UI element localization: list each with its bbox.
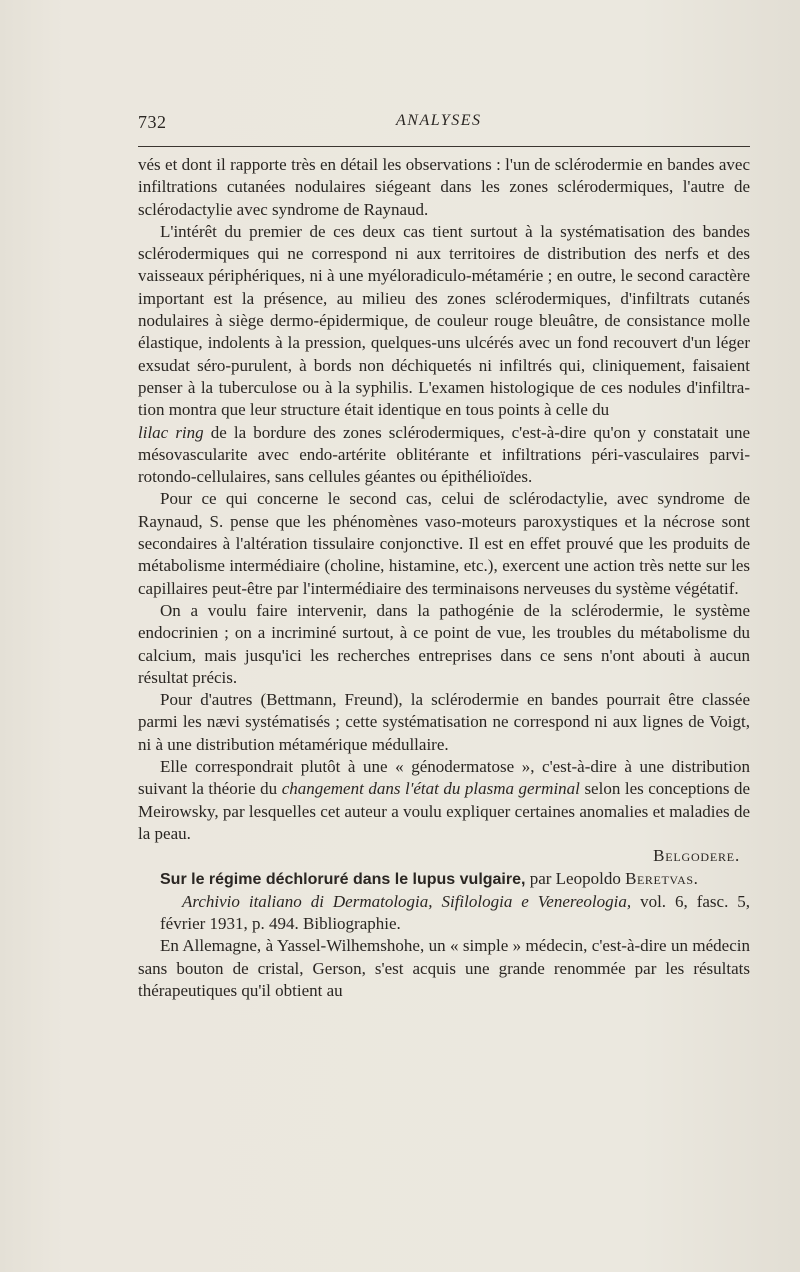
paragraph-3: Pour ce qui concerne le second cas, celui de sclérodactylie, avec syndrome de Raynaud, S. pense que les phénomènes vaso-moteurs paroxystiques et la nécrose sont secondaires à l'altération tissulaire conjonctive. Il est en effet prouvé que les produits de métabolisme intermédiaire (choline, histamine, etc.), exercent une action très nette sur les capillaires peut-être par l'intermédiaire des terminaisons nerveuses du système végétatif. — [138, 489, 750, 598]
article-author: Beretvas. — [625, 868, 699, 888]
paragraph-5: Pour d'autres (Bettmann, Freund), la sclérodermie en bandes pourrait être classée parmi les nævi systématisés ; cette systématisation ne correspond ni aux lignes de Voigt, ni à une distribution métamérique médullaire. — [138, 690, 750, 754]
paragraph-2: L'intérêt du premier de ces deux cas tient surtout à la systématisation des bandes sclérodermiques qui ne correspond ni aux territoires de distribution des nerfs et des vaisseaux périphériques, ni à une myéloradiculo-métamérie ; en outre, le second caractère important est la présence, au milieu des zones sclérodermiques, d'infiltrats cutanés nodulaires à siège dermo-épidermique, de couleur rouge bleuâtre, de consistance molle élastique, indolents à la pression, quelques-uns ulcérés avec un fond recouvert d'un léger exsudat séro-purulent, à bords non déchiquetés ni infiltrés qui, cliniquement, faisaient penser à la tuberculose ou à la syphilis. L'examen histologique de ces nodules d'infiltration montra que leur structure était identique en tous points à celle du — [138, 221, 750, 420]
paragraph-6 — [138, 756, 750, 845]
page-number: 732 — [138, 112, 167, 132]
article-heading — [138, 868, 750, 891]
paragraph-4: On a voulu faire intervenir, dans la pathogénie de la sclérodermie, le système endocrinien ; on a incriminé surtout, à ce point de vue, les troubles du métabolisme du calcium, mais jusqu'ici les recherches entreprises dans ce sens n'ont abouti à aucun résultat précis. — [138, 600, 750, 687]
paragraph-2-continued — [138, 422, 750, 489]
journal-details: vol. 6, fasc. 5, février 1931, p. 494. Bibliographie. — [160, 891, 751, 934]
italic-lilac-ring: lilac ring — [138, 422, 204, 442]
running-title: ANALYSES — [396, 112, 482, 129]
body-text — [138, 154, 750, 1002]
paragraph-6-start: Elle correspondrait plutôt à une « génodermatose », c'est-à-dire à une distribution suivant la théorie du — [138, 757, 750, 799]
article-title: Sur le régime déchloruré dans le lupus vulgaire, — [160, 870, 526, 888]
signature: Belgodere. — [653, 846, 740, 866]
paragraph-2-rest: de la bordure des zones sclérodermiques, c'est-à-dire qu'on y constatait une mésovascularite avec endo-artérite oblitérante et infiltrations péri-vasculaires parvi-rotondo-cellulaires, sans cellules géantes ou épithélioïdes. — [138, 422, 751, 487]
page-header — [138, 112, 750, 138]
header-rule — [138, 146, 750, 147]
italic-changement: changement dans l'état du plasma germinal — [281, 779, 580, 799]
journal-name: Archivio italiano di Dermatologia, Sifilologia e Venereologia, — [182, 891, 632, 911]
article-intro: En Allemagne, à Yassel-Wilhemshohe, un « simple » médecin, c'est-à-dire un médecin sans bouton de cristal, Gerson, s'est acquis une grande renommée par les résultats thérapeutiques qu'il obtient au — [138, 936, 750, 1000]
article-reference — [138, 891, 750, 936]
paragraph-6-end: selon les conceptions de Meirowsky, par lesquelles cet auteur a voulu expliquer certaines anomalies et maladies de la peau. — [138, 779, 751, 843]
paragraph-1: vés et dont il rapporte très en détail les observations : l'un de sclérodermie en bandes avec infiltrations cutanées nodulaires siégeant dans les zones sclérodermiques, l'autre de sclérodactylie avec syndrome de Raynaud. — [138, 155, 750, 219]
article-by: par Leopoldo — [529, 868, 621, 888]
